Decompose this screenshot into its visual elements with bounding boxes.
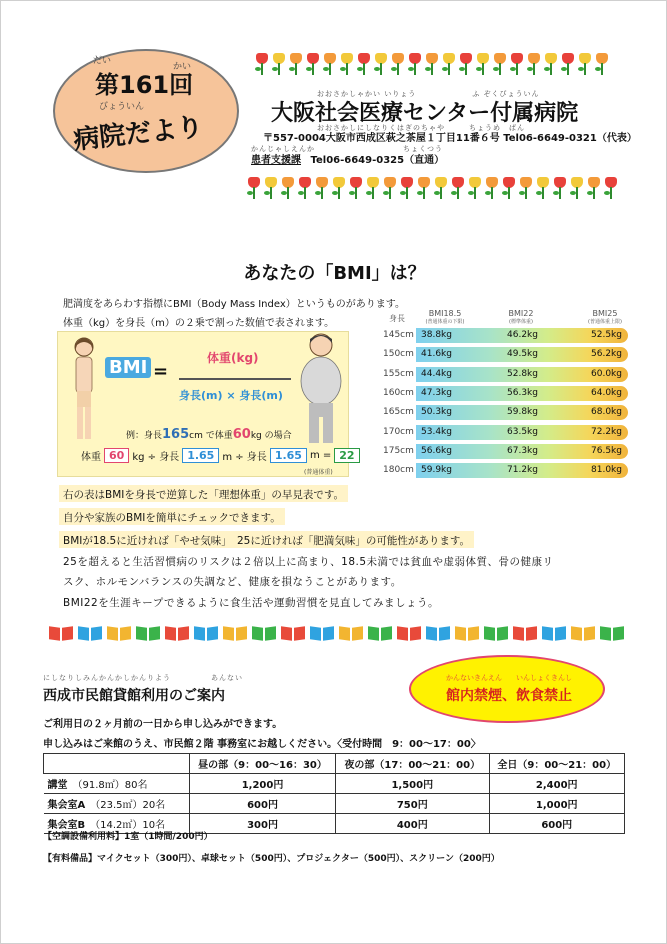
newsletter-title: 病院だより: [72, 112, 205, 156]
book-icon: [223, 627, 247, 641]
hospital-dept: [251, 151, 444, 166]
book-icon: [252, 627, 276, 641]
issue-number: 第161回: [95, 71, 194, 99]
tulip-icon: [476, 53, 490, 75]
ideal-weight-row: [383, 347, 629, 363]
bmi-equals: =: [153, 361, 169, 382]
tulip-icon: [451, 177, 465, 199]
hospital-name: 大阪社会医療センター付属病院: [271, 100, 579, 125]
book-icon: [339, 627, 363, 641]
equipment-fee: 【有料備品】マイクセット（300円）、卓球セット（500円）、プロジェクター（500円）、スクリーン（200円）: [43, 854, 500, 864]
fee-room: [44, 774, 190, 794]
bmi-title: あなたの「BMI」は？: [243, 263, 426, 284]
room-name: 集会室B: [47, 820, 86, 831]
tulip-icon: [604, 177, 618, 199]
calc-weight-label: 体重: [81, 452, 101, 463]
tulip-border-top: [255, 53, 609, 75]
no-smoking-text: 館内禁煙、飲食禁止: [446, 688, 572, 704]
row-bmi185: 41.6kg: [421, 349, 452, 360]
hospital-name-ruby: おおさかしゃかい いりょう ふ ぞくびょういん: [317, 90, 540, 98]
row-bmi185: 47.3kg: [421, 387, 452, 398]
tulip-icon: [323, 53, 337, 75]
book-icon: [426, 627, 450, 641]
example-prefix: 例：身長: [126, 431, 163, 441]
fee-header-all: 全日（9：00～21：00）: [489, 754, 625, 774]
table-col-bmi22: [491, 309, 551, 325]
ideal-weight-row: [383, 463, 629, 479]
dept-name: 患者支援課: [251, 155, 301, 166]
tulip-icon: [272, 53, 286, 75]
tulip-icon: [255, 53, 269, 75]
hospital-address: 〒557-0004大阪市西成区萩之茶屋１丁目11番６号 Tel06-6649-0321（代表）: [263, 133, 637, 144]
tulip-icon: [425, 53, 439, 75]
tulip-icon: [315, 177, 329, 199]
row-bmi185: 56.6kg: [421, 445, 452, 456]
tulip-icon: [391, 53, 405, 75]
row-bmi25: 81.0kg: [591, 465, 622, 476]
calc-kg: kg ÷ 身長: [132, 452, 180, 463]
row-bmi185: 44.4kg: [421, 368, 452, 379]
row-height: 145cm: [383, 330, 414, 340]
formula-numerator: 体重(kg): [207, 351, 259, 365]
tulip-icon: [510, 53, 524, 75]
room-name: 講堂: [47, 780, 68, 791]
tulip-icon: [383, 177, 397, 199]
tulip-icon: [408, 53, 422, 75]
badge-ruby-byouin: びょういん: [99, 102, 145, 112]
tulip-icon: [519, 177, 533, 199]
book-icon: [194, 627, 218, 641]
fee-row: [44, 774, 625, 794]
calc-m-2: m =: [309, 450, 332, 461]
highlight-line-1: 右の表はBMIを身長で逆算した「理想体重」の早見表です。: [59, 485, 348, 502]
book-icon: [78, 627, 102, 641]
tulip-icon: [442, 53, 456, 75]
fee-all: 600円: [489, 814, 625, 834]
room-area: （91.8㎡）80名: [77, 780, 148, 791]
tulip-icon: [366, 177, 380, 199]
example-weight-unit: kg の場合: [250, 431, 292, 441]
fee-day: 1,200円: [190, 774, 336, 794]
fee-header-room: [44, 754, 190, 774]
fee-all: 2,400円: [489, 774, 625, 794]
tulip-icon: [561, 53, 575, 75]
calc-result: 22: [334, 448, 359, 463]
calc-height-1: 1.65: [182, 448, 219, 463]
hospital-dept-ruby: かんじゃしえんか ちょくつう: [251, 145, 443, 153]
row-height: 170cm: [383, 426, 414, 437]
book-icon: [571, 627, 595, 641]
highlight-line-2: 自分や家族のBMIを簡単にチェックできます。: [59, 508, 285, 525]
dept-tel: Tel06-6649-0325（直通）: [310, 155, 445, 166]
slim-person-illustration: [67, 333, 101, 443]
tulip-icon: [298, 177, 312, 199]
tulip-icon: [357, 53, 371, 75]
calc-m-1: m ÷ 身長: [222, 452, 267, 463]
book-icon: [455, 627, 479, 641]
badge-ruby-dai: だい: [93, 56, 112, 66]
col3-note: (普通体重上限): [588, 319, 622, 325]
tulip-icon: [349, 177, 363, 199]
row-height: 175cm: [383, 445, 414, 456]
row-bmi25: 52.5kg: [591, 330, 622, 340]
tulip-icon: [281, 177, 295, 199]
calc-weight: 60: [104, 448, 129, 463]
aircon-fee: 【空調設備利用料】1室（1時間/200円）: [43, 832, 213, 842]
tulip-icon: [332, 177, 346, 199]
tulip-icon: [595, 53, 609, 75]
tulip-icon: [289, 53, 303, 75]
book-icon: [165, 627, 189, 641]
room-name: 集会室A: [47, 800, 86, 811]
book-divider: [49, 627, 624, 641]
row-height: 160cm: [383, 387, 414, 398]
example-height-unit: cm で体重: [189, 431, 233, 441]
row-height: 180cm: [383, 465, 414, 476]
ideal-weight-row: [383, 367, 629, 383]
row-bmi22: 49.5kg: [507, 349, 538, 360]
book-icon: [513, 627, 537, 641]
fee-day: 600円: [190, 794, 336, 814]
badge-ruby-kai: かい: [173, 62, 192, 72]
fee-table: [43, 753, 625, 834]
row-bmi22: 63.5kg: [507, 426, 538, 437]
book-icon: [310, 627, 334, 641]
table-col-height: 身長: [389, 314, 405, 323]
no-smoking-ruby: かんないきんえん いんしょくきんし: [446, 674, 572, 682]
fee-all: 1,000円: [489, 794, 625, 814]
table-col-bmi185: [415, 309, 475, 325]
book-icon: [484, 627, 508, 641]
row-bmi185: 38.8kg: [421, 330, 452, 340]
hall-title: 西成市民館貸館利用のご案内: [43, 688, 225, 704]
tulip-icon: [570, 177, 584, 199]
book-icon: [542, 627, 566, 641]
example-caption: [126, 427, 292, 442]
bmi-label: BMI: [105, 357, 151, 378]
ideal-weight-row: [383, 444, 629, 460]
book-icon: [136, 627, 160, 641]
tulip-icon: [306, 53, 320, 75]
row-bmi22: 56.3kg: [507, 387, 538, 398]
tulip-icon: [434, 177, 448, 199]
formula-denominator: 身長(m) × 身長(m): [179, 389, 283, 402]
row-bmi22: 59.8kg: [507, 407, 538, 418]
row-bmi25: 72.2kg: [591, 426, 622, 437]
book-icon: [281, 627, 305, 641]
tulip-icon: [400, 177, 414, 199]
paragraph-line-2: スク、ホルモンバランスの失調など、健康を損なうことがあります。: [63, 576, 402, 588]
row-bmi25: 64.0kg: [591, 387, 622, 398]
fee-night: 750円: [336, 794, 489, 814]
row-bmi25: 68.0kg: [591, 407, 622, 418]
tulip-icon: [493, 53, 507, 75]
bmi-intro-1: 肥満度をあらわす指標にBMI（Body Mass Index）というものがあります。: [63, 299, 405, 310]
fee-day: 300円: [190, 814, 336, 834]
row-bmi22: 67.3kg: [507, 445, 538, 456]
row-bmi22: 52.8kg: [507, 368, 538, 379]
tulip-icon: [247, 177, 261, 199]
book-icon: [368, 627, 392, 641]
tulip-icon: [417, 177, 431, 199]
row-bmi22: 46.2kg: [507, 330, 538, 340]
fee-room: [44, 794, 190, 814]
highlight-line-3: BMIが18.5に近ければ「やせ気味」 25に近ければ「肥満気味」の可能性があります。: [59, 531, 474, 548]
book-icon: [600, 627, 624, 641]
fee-night: 400円: [336, 814, 489, 834]
row-height: 150cm: [383, 349, 414, 360]
tulip-icon: [468, 177, 482, 199]
ideal-weight-row: [383, 328, 629, 344]
fee-night: 1,500円: [336, 774, 489, 794]
col1-note: (普通体重の下限): [425, 319, 465, 325]
formula-fraction-line: [179, 378, 291, 380]
book-icon: [49, 627, 73, 641]
fee-table-header: [44, 754, 625, 774]
tulip-icon: [374, 53, 388, 75]
fee-header-day: 昼の部（9：00～16：30）: [190, 754, 336, 774]
example-height: 165: [162, 427, 190, 442]
ideal-weight-row: [383, 405, 629, 421]
book-icon: [107, 627, 131, 641]
no-smoking-notice: [409, 655, 605, 723]
example-weight: 60: [232, 427, 251, 442]
row-bmi185: 50.3kg: [421, 407, 452, 418]
book-icon: [397, 627, 421, 641]
ideal-weight-row: [383, 425, 629, 441]
col2-label: BMI22: [508, 309, 534, 318]
tulip-icon: [578, 53, 592, 75]
paragraph-line-3: BMI22を生涯キープできるように食生活や運動習慣を見直してみましょう。: [63, 597, 440, 609]
tulip-icon: [544, 53, 558, 75]
example-calculation: [81, 448, 360, 463]
row-height: 155cm: [383, 368, 414, 379]
tulip-icon: [536, 177, 550, 199]
col3-label: BMI25: [592, 309, 618, 318]
hall-title-ruby: にしなりしみんかんかしかんりよう あんない: [43, 674, 243, 682]
room-area: （14.2㎡）10名: [95, 820, 166, 831]
row-height: 165cm: [383, 407, 414, 418]
row-bmi25: 60.0kg: [591, 368, 622, 379]
bmi-intro-2: 体重（kg）を身長（m）の２乗で割った数値で表されます。: [63, 318, 335, 329]
fee-header-night: 夜の部（17：00～21：00）: [336, 754, 489, 774]
table-col-bmi25: [575, 309, 635, 325]
ideal-weight-row: [383, 386, 629, 402]
tulip-icon: [485, 177, 499, 199]
fee-row: [44, 794, 625, 814]
tulip-border-bottom: [247, 177, 618, 199]
calc-height-2: 1.65: [270, 448, 307, 463]
paragraph-line-1: 25を超えると生活習慣病のリスクは２倍以上に高まり、18.5未満では貧血や虚弱体質、骨の健康リ: [63, 556, 554, 568]
heavy-person-illustration: [297, 331, 345, 445]
tulip-icon: [587, 177, 601, 199]
row-bmi185: 59.9kg: [421, 465, 452, 476]
room-area: （23.5㎡）20名: [95, 800, 166, 811]
row-bmi22: 71.2kg: [507, 465, 538, 476]
hall-info-1: ご利用日の２ヶ月前の一日から申し込みができます。: [43, 719, 283, 730]
tulip-icon: [264, 177, 278, 199]
calc-note: (普通体重): [304, 469, 333, 476]
row-bmi185: 53.4kg: [421, 426, 452, 437]
row-bmi25: 76.5kg: [591, 445, 622, 456]
tulip-icon: [502, 177, 516, 199]
tulip-icon: [459, 53, 473, 75]
tulip-icon: [553, 177, 567, 199]
hospital-address-ruby: おおさかしにしなりくはぎのちゃや ちょうめ ばん: [317, 124, 525, 132]
hall-info-2: 申し込みはご来館のうえ、市民館２階 事務室にお越しください。〈受付時間 9：00～17：00〉: [43, 739, 481, 750]
row-bmi25: 56.2kg: [591, 349, 622, 360]
col1-label: BMI18.5: [428, 309, 462, 318]
col2-note: (標準体重): [509, 319, 533, 325]
tulip-icon: [340, 53, 354, 75]
tulip-icon: [527, 53, 541, 75]
